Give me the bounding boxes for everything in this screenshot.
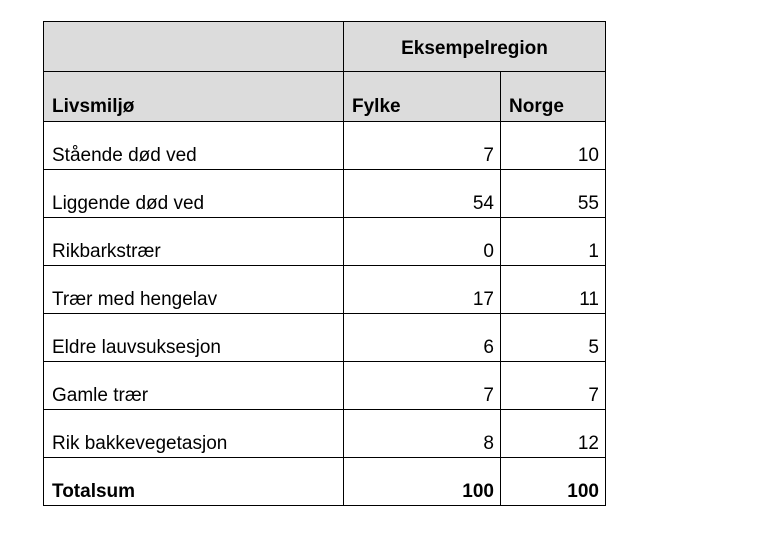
cell-fylke: 7 — [344, 122, 501, 170]
cell-norge: 12 — [501, 410, 606, 458]
row-label: Rik bakkevegetasjon — [44, 410, 344, 458]
cell-fylke: 17 — [344, 266, 501, 314]
cell-norge: 11 — [501, 266, 606, 314]
table-row — [44, 122, 606, 170]
cell-fylke: 7 — [344, 362, 501, 410]
total-fylke: 100 — [344, 458, 501, 506]
empty-header-cell — [44, 22, 344, 72]
cell-norge: 7 — [501, 362, 606, 410]
table-row — [44, 266, 606, 314]
cell-fylke: 0 — [344, 218, 501, 266]
col-header-norge: Norge — [501, 72, 606, 122]
total-label: Totalsum — [44, 458, 344, 506]
cell-norge: 10 — [501, 122, 606, 170]
total-norge: 100 — [501, 458, 606, 506]
total-row — [44, 458, 606, 506]
cell-norge: 55 — [501, 170, 606, 218]
col-header-livsmiljo: Livsmiljø — [44, 72, 344, 122]
header-row-columns — [44, 72, 606, 122]
table-row — [44, 170, 606, 218]
cell-fylke: 6 — [344, 314, 501, 362]
cell-fylke: 8 — [344, 410, 501, 458]
table-row — [44, 362, 606, 410]
header-row-group — [44, 22, 606, 72]
habitat-table — [43, 21, 606, 506]
table-row — [44, 314, 606, 362]
table-row — [44, 410, 606, 458]
col-header-fylke: Fylke — [344, 72, 501, 122]
row-label: Eldre lauvsuksesjon — [44, 314, 344, 362]
row-label: Gamle trær — [44, 362, 344, 410]
table-row — [44, 218, 606, 266]
cell-fylke: 54 — [344, 170, 501, 218]
row-label: Rikbarkstrær — [44, 218, 344, 266]
cell-norge: 1 — [501, 218, 606, 266]
row-label: Trær med hengelav — [44, 266, 344, 314]
row-label: Stående død ved — [44, 122, 344, 170]
cell-norge: 5 — [501, 314, 606, 362]
group-header: Eksempelregion — [344, 22, 606, 72]
row-label: Liggende død ved — [44, 170, 344, 218]
